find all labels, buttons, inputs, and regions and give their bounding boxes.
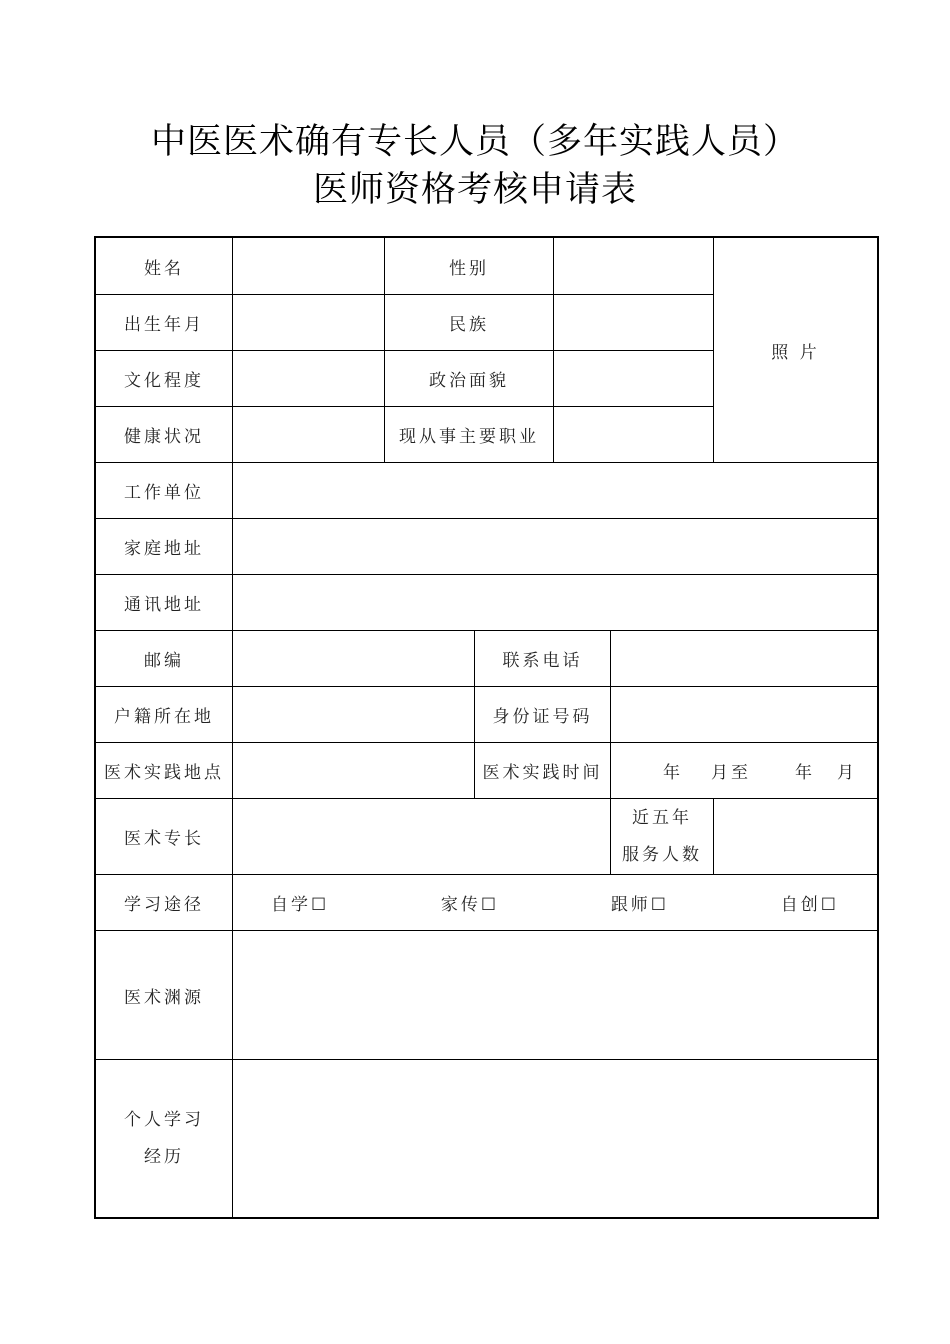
label-mail-address: 通讯地址 bbox=[96, 575, 233, 631]
label-work-unit: 工作单位 bbox=[96, 463, 233, 519]
health-field[interactable] bbox=[233, 407, 385, 463]
option-self-created[interactable]: 自创☐ bbox=[780, 895, 839, 915]
specialty-field[interactable] bbox=[233, 799, 611, 875]
option-self-study[interactable]: 自学☐ bbox=[271, 895, 330, 915]
id-number-field[interactable] bbox=[611, 687, 878, 743]
date-year-start: 年 bbox=[663, 763, 683, 783]
label-origin: 医术渊源 bbox=[96, 931, 233, 1060]
label-five-years bbox=[611, 799, 714, 875]
label-birth: 出生年月 bbox=[96, 295, 233, 351]
practice-time-field[interactable] bbox=[611, 743, 878, 799]
phone-field[interactable] bbox=[611, 631, 878, 687]
postcode-field[interactable] bbox=[233, 631, 475, 687]
origin-field[interactable] bbox=[233, 931, 878, 1060]
date-month-to: 月至 bbox=[711, 763, 751, 783]
label-home-address: 家庭地址 bbox=[96, 519, 233, 575]
date-year-end: 年 bbox=[795, 763, 815, 783]
service-count-field[interactable] bbox=[714, 799, 878, 875]
form-title-line1: 中医医术确有专长人员（多年实践人员） bbox=[150, 122, 799, 162]
household-field[interactable] bbox=[233, 687, 475, 743]
label-postcode: 邮编 bbox=[96, 631, 233, 687]
ethnicity-field[interactable] bbox=[554, 295, 714, 351]
label-education: 文化程度 bbox=[96, 351, 233, 407]
label-gender: 性别 bbox=[385, 238, 554, 295]
learning-path-options bbox=[233, 875, 878, 931]
label-name: 姓名 bbox=[96, 238, 233, 295]
history-line1: 个人学习 bbox=[124, 1109, 204, 1130]
name-field[interactable] bbox=[233, 238, 385, 295]
label-health: 健康状况 bbox=[96, 407, 233, 463]
five-years-line2: 服务人数 bbox=[622, 844, 702, 865]
education-field[interactable] bbox=[233, 351, 385, 407]
mail-address-field[interactable] bbox=[233, 575, 878, 631]
label-id-number: 身份证号码 bbox=[475, 687, 611, 743]
political-field[interactable] bbox=[554, 351, 714, 407]
history-line2: 经历 bbox=[144, 1146, 184, 1167]
label-ethnicity: 民族 bbox=[385, 295, 554, 351]
label-history bbox=[96, 1060, 233, 1218]
gender-field[interactable] bbox=[554, 238, 714, 295]
label-practice-place: 医术实践地点 bbox=[96, 743, 233, 799]
practice-place-field[interactable] bbox=[233, 743, 475, 799]
label-household: 户籍所在地 bbox=[96, 687, 233, 743]
label-phone: 联系电话 bbox=[475, 631, 611, 687]
form-title-line2: 医师资格考核申请表 bbox=[312, 170, 637, 210]
occupation-field[interactable] bbox=[554, 407, 714, 463]
label-occupation: 现从事主要职业 bbox=[385, 407, 554, 463]
label-specialty: 医术专长 bbox=[96, 799, 233, 875]
history-field[interactable] bbox=[233, 1060, 878, 1218]
option-mentor[interactable]: 跟师☐ bbox=[610, 895, 670, 915]
label-political: 政治面貌 bbox=[385, 351, 554, 407]
label-practice-time: 医术实践时间 bbox=[475, 743, 611, 799]
label-learning-path: 学习途径 bbox=[96, 875, 233, 931]
work-unit-field[interactable] bbox=[233, 463, 878, 519]
five-years-line1: 近五年 bbox=[632, 807, 692, 828]
date-month-end: 月 bbox=[837, 763, 857, 783]
application-form bbox=[95, 237, 878, 1218]
home-address-field[interactable] bbox=[233, 519, 878, 575]
option-family[interactable]: 家传☐ bbox=[440, 895, 500, 915]
birth-field[interactable] bbox=[233, 295, 385, 351]
photo-box[interactable]: 照 片 bbox=[714, 238, 878, 463]
